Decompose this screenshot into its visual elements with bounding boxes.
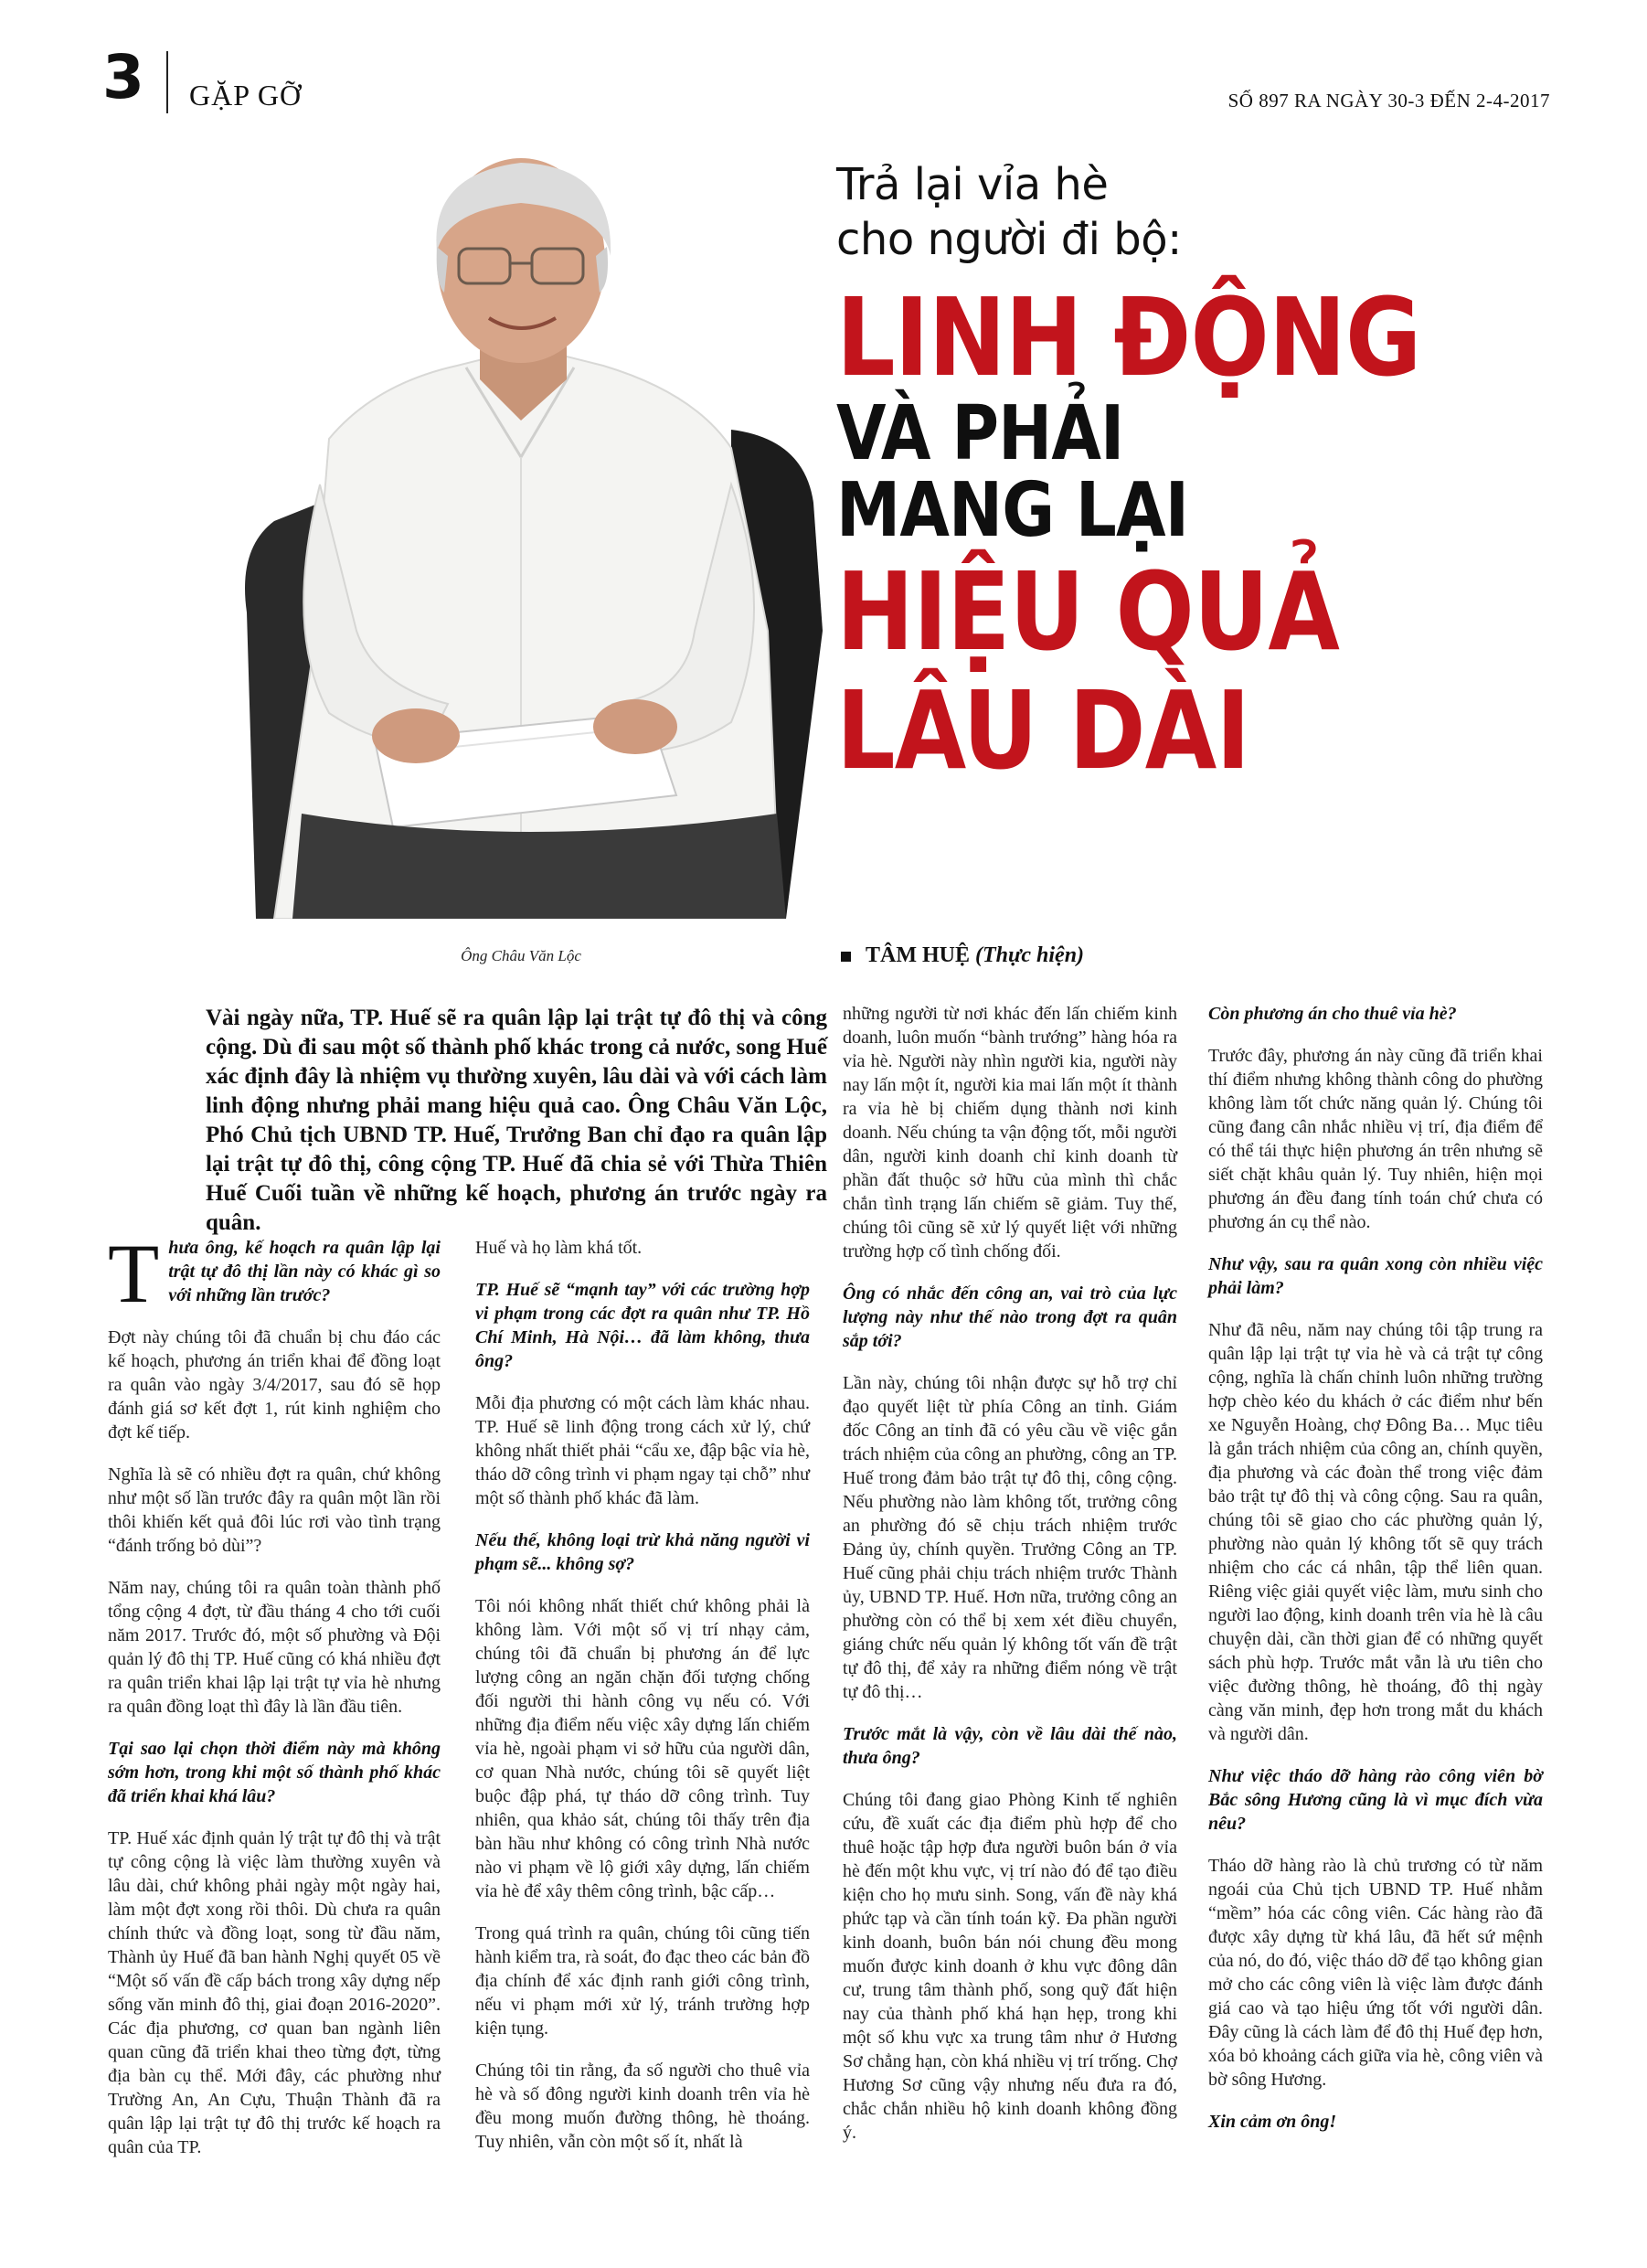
question: TP. Huế sẽ “mạnh tay” với các trường hợp vi phạm trong các đợt ra quân như TP. Hồ Chí Minh, Hà Nội… đã làm không, thưa ông? [475, 1280, 810, 1371]
question-text: hưa ông, kế hoạch ra quân lập lại trật tự đô thị lần này có khác gì so với những lần trước? [168, 1238, 441, 1305]
answer-paragraph: Trước đây, phương án này cũng đã triển khai thí điểm nhưng không thành công do phường không làm tốt chức năng quản lý. Chúng tôi cũng đang cân nhắc nhiều vị trí, địa điểm để có thể tái thực hiện phương án trên nhưng sẽ siết chặt khâu quản lý. Tuy nhiên, hiện mọi phương án đều đang tính toán chứ chưa có phương án cụ thể nào. [1208, 1046, 1543, 1232]
article-column-2 [475, 1236, 810, 2172]
author-role: (Thực hiện) [975, 943, 1085, 967]
question: Như vậy, sau ra quân xong còn nhiều việc phải làm? [1208, 1254, 1543, 1298]
answer-paragraph: Tháo dỡ hàng rào là chủ trương có từ năm ngoái của Chủ tịch UBND TP. Huế nhằm “mềm” hóa các công viên. Các hàng rào đã được xây dựng từ khá lâu, đã hết sứ mệnh của nó, do đó, việc tháo dỡ để tạo không gian mở cho các công viên là việc làm được đánh giá cao và tạo hiệu ứng tốt với người dân. Đây cũng là cách làm để đô thị Huế đẹp hơn, xóa bỏ khoảng cách giữa vỉa hè, công viên và bờ sông Hương. [1208, 1856, 1543, 2090]
question: Tại sao lại chọn thời điểm này mà không sớm hơn, trong khi một số thành phố khác đã triển khai khá lâu? [108, 1739, 441, 1806]
headline-line: VÀ PHẢI [836, 390, 1124, 477]
answer-paragraph: TP. Huế xác định quản lý trật tự đô thị và trật tự công cộng là việc làm thường xuyên và lâu dài, chứ không phải ngày một ngày hai, làm một đợt xong rồi thôi. Dù chưa ra quân chính thức và đồng loạt, song từ đầu năm, Thành ủy Huế đã ban hành Nghị quyết 05 về “Một số vấn đề cấp bách trong xây dựng nếp sống văn minh đô thị, giai đoạn 2016-2020”. Các địa phương, cơ quan ban ngành liên quan cũng đã triển khai theo từng đợt, từng địa bàn cụ thể. Mới đây, các phường như Trường An, An Cựu, Thuận Thành đã ra quân lập lại trật tự đô thị trước kế hoạch ra quân của TP. [108, 1828, 441, 2157]
portrait-photo [219, 155, 823, 919]
page-number: 3 [102, 42, 144, 112]
answer-paragraph: Tôi nói không nhất thiết chứ không phải là không làm. Với một số vị trí nhạy cảm, chúng tôi đã chuẩn bị phương án để lực lượng công an ngăn chặn đối tượng chống đối người thi hành công vụ nếu có. Với những địa điểm nếu việc xây dựng lấn chiếm vỉa hè, ngoài phạm vi sở hữu của người dân, cơ quan Nhà nước, chúng tôi sẽ quyết liệt buộc đập phá, tự tháo dỡ công trình. Tuy nhiên, qua khảo sát, chúng tôi thấy trên địa bàn hầu như không có công trình Nhà nước nào vi phạm về lộ giới xây dựng, lấn chiếm vỉa hè để xây thêm công trình, bậc cấp… [475, 1596, 810, 1901]
headline-line: LINH ĐỘNG [836, 274, 1421, 400]
question [108, 1227, 441, 1320]
kicker-line: cho người đi bộ: [836, 214, 1182, 265]
article-column-3 [843, 1002, 1177, 2163]
answer-paragraph: Năm nay, chúng tôi ra quân toàn thành phố tổng cộng 4 đợt, từ đầu tháng 4 cho tới cuối năm 2017. Trước đó, một số phường và Đội quản lý đô thị TP. Huế cũng có khá nhiều đợt ra quân triển khai lập lại trật tự vỉa hè nhưng ra quân đồng loạt thì đây là lần đầu tiên. [108, 1578, 441, 1717]
answer-paragraph: những người từ nơi khác đến lấn chiếm kinh doanh, luôn muốn “bành trướng” hàng hóa ra vỉa hè. Người này nhìn người kia, người này nay lấn một ít, người kia mai lấn một ít thành ra vỉa hè bị chiếm dụng thành nơi kinh doanh. Nếu chúng ta vận động tốt, mỗi người dân, người kinh doanh chỉ kinh doanh từ phần đất thuộc sở hữu của mình thì chắc chắn tình trạng lấn chiếm sẽ giảm. Tuy thế, chúng tôi cũng sẽ xử lý quyết liệt với những trường hợp cố tình chống đối. [843, 1004, 1177, 1262]
answer-paragraph: Đợt này chúng tôi đã chuẩn bị chu đáo các kế hoạch, phương án triển khai để đồng loạt ra quân vào ngày 3/4/2017, sau đó sẽ họp đánh giá sơ kết đợt 1, rút kinh nghiệm cho đợt kế tiếp. [108, 1327, 441, 1443]
kicker-line: Trả lại vỉa hè [836, 159, 1109, 210]
article-column-1 [108, 1227, 441, 2177]
photo-caption: Ông Châu Văn Lộc [461, 947, 581, 964]
answer-paragraph: Huế và họ làm khá tốt. [475, 1238, 643, 1258]
answer-paragraph: Chúng tôi đang giao Phòng Kinh tế nghiên cứu, đề xuất các địa điểm phù hợp để cho thuê hoặc tập hợp đưa người buôn bán ở vỉa hè đến một khu vực, vị trí nào đó để tạo điều kiện cho họ mưu sinh. Song, vấn đề này khá phức tạp và cần tính toán kỹ. Đa phần người kinh doanh, buôn bán nói chung đều mong muốn được kinh doanh ở khu vực đông dân cư, trung tâm thành phố, song quỹ đất hiện nay của thành phố khá hạn hẹp, trong khi một số khu vực xa trung tâm như ở Hương Sơ chẳng hạn, còn khá nhiều vị trí trống. Chợ Hương Sơ cũng vậy nhưng nếu đưa ra đó, chắc chắn nhiều hộ kinh doanh không đồng ý. [843, 1790, 1177, 2143]
question: Ông có nhắc đến công an, vai trò của lực lượng này như thế nào trong đợt ra quân sắp tới? [843, 1283, 1177, 1351]
square-bullet-icon [841, 952, 851, 962]
section-name: GẶP GỠ [189, 79, 303, 112]
headline [836, 274, 1586, 793]
author-name: TÂM HUỆ [866, 943, 970, 967]
headline-kicker [836, 157, 1586, 267]
headline-line: LÂU DÀI [836, 667, 1250, 793]
answer-paragraph: Nghĩa là sẽ có nhiều đợt ra quân, chứ không như một số lần trước đây ra quân một lần rồi thôi khiến kết quả đôi lúc rơi vào tình trạng “đánh trống bỏ dùi”? [108, 1464, 441, 1556]
headline-line: HIỆU QUẢ [836, 548, 1340, 675]
lead-paragraph: Vài ngày nữa, TP. Huế sẽ ra quân lập lại trật tự đô thị và công cộng. Dù đi sau một số thành phố khác trong cả nước, song Huế xác định đây là nhiệm vụ thường xuyên, lâu dài và với cách làm linh động nhưng phải mang hiệu quả cao. Ông Châu Văn Lộc, Phó Chủ tịch UBND TP. Huế, Trưởng Ban chỉ đạo ra quân lập lại trật tự đô thị, công cộng TP. Huế đã chia sẻ với Thừa Thiên Huế Cuối tuần về những kế hoạch, phương án trước ngày ra quân. [206, 1006, 827, 1235]
answer-paragraph: Chúng tôi tin rằng, đa số người cho thuê vỉa hè và số đông người kinh doanh trên vỉa hè đều mong muốn đường thông, hè thoáng. Tuy nhiên, vẫn còn một số ít, nhất là [475, 2060, 810, 2152]
byline [841, 943, 1084, 968]
question: Còn phương án cho thuê vỉa hè? [1208, 1004, 1457, 1024]
header-divider [166, 51, 168, 113]
answer-paragraph: Mỗi địa phương có một cách làm khác nhau. TP. Huế sẽ linh động trong cách xử lý, chứ không nhất thiết phải “cẩu xe, đập bậc vỉa hè, tháo dỡ công trình vi phạm ngay tại chỗ” như một số thành phố khác đã làm. [475, 1393, 810, 1508]
drop-cap: T [108, 1227, 160, 1320]
issue-info: SỐ 897 RA NGÀY 30-3 ĐẾN 2-4-2017 [1227, 90, 1550, 112]
answer-paragraph: Lần này, chúng tôi nhận được sự hỗ trợ chỉ đạo quyết liệt từ phía Công an tỉnh. Giám đốc Công an tỉnh đã có yêu cầu về việc gắn trách nhiệm của công an phường, công an TP. Huế trong đảm bảo trật tự đô thị, công cộng. Nếu phường nào làm không tốt, trưởng công an phường đó sẽ chịu trách nhiệm trước Đảng ủy, chính quyền. Trưởng Công an TP. Huế cũng phải chịu trách nhiệm trước Thành ủy, UBND TP. Huế. Hơn nữa, trưởng công an phường còn có thể bị xem xét điều chuyển, giáng chức nếu quản lý không tốt vấn đề trật tự đô thị, để xảy ra những điểm nóng về trật tự đô thị… [843, 1373, 1177, 1702]
answer-paragraph: Trong quá trình ra quân, chúng tôi cũng tiến hành kiểm tra, rà soát, đo đạc theo các bản đồ địa chính để xác định ranh giới công trình, nếu vi phạm mới xử lý, tránh trường hợp kiện tụng. [475, 1923, 810, 2039]
question: Trước mắt là vậy, còn về lâu dài thế nào, thưa ông? [843, 1724, 1177, 1768]
article-column-4 [1208, 1002, 1543, 2152]
question: Như việc tháo dỡ hàng rào công viên bờ Bắc sông Hương cũng là vì mục đích vừa nêu? [1208, 1766, 1543, 1834]
closing-line: Xin cảm ơn ông! [1208, 2112, 1337, 2132]
answer-paragraph: Như đã nêu, năm nay chúng tôi tập trung ra quân lập lại trật tự vỉa hè và cả trật tự công cộng, nghĩa là chấn chỉnh luôn những trường hợp chèo kéo du khách ở các điểm như bến xe Nguyễn Hoàng, chợ Đông Ba… Mục tiêu là gắn trách nhiệm của công an, chính quyền, địa phương và các đoàn thể trong việc đảm bảo trật tự đô thị và công cộng. Sau ra quân, chúng tôi sẽ giao cho các phường quản lý, phường nào quản lý không tốt sẽ quy trách nhiệm cho các cá nhân, tập thể liên quan. Riêng việc giải quyết việc làm, mưu sinh cho người lao động, kinh doanh trên vỉa hè là câu chuyện dài, cần thời gian để có những quyết sách phù hợp. Trước mắt vẫn là ưu tiên cho việc đường thông, hè thoáng, đô thị ngày càng văn minh, đẹp hơn trong mắt du khách và người dân. [1208, 1320, 1543, 1744]
question: Nếu thế, không loại trừ khả năng người vi phạm sẽ... không sợ? [475, 1530, 810, 1574]
headline-line: MANG LẠI [836, 467, 1189, 554]
